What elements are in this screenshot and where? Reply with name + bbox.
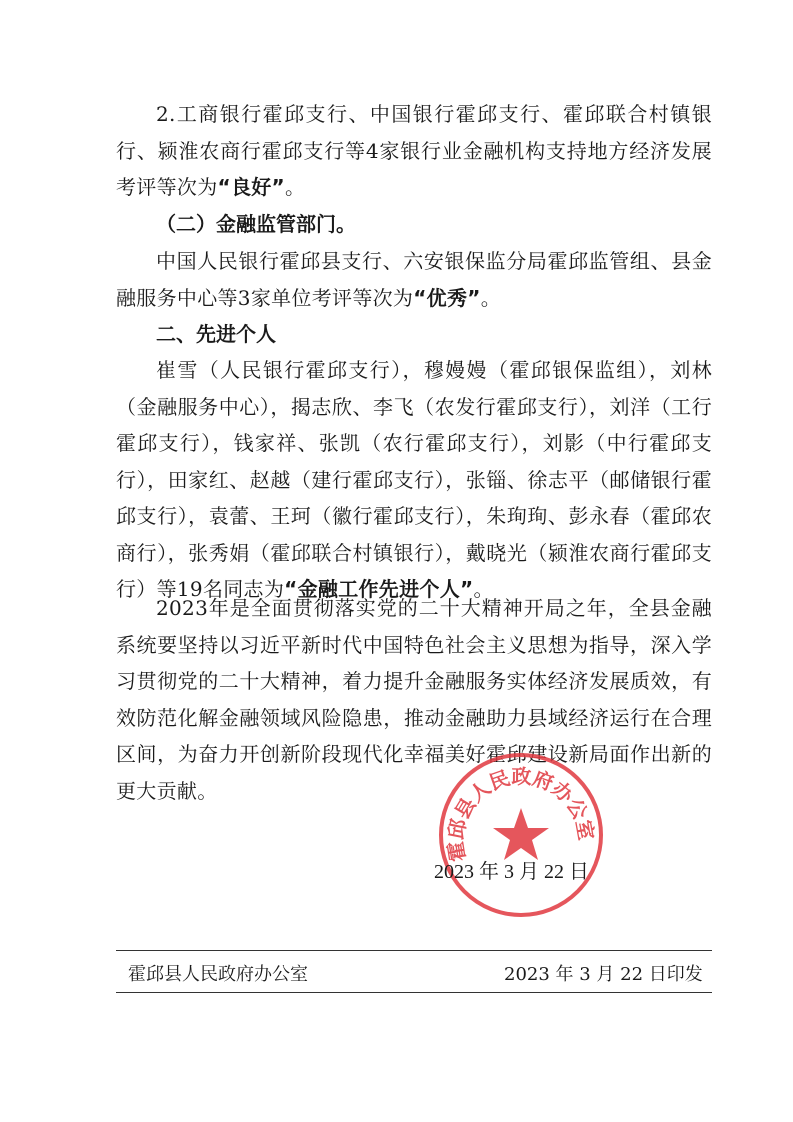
paragraph-bank-ratings xyxy=(116,96,712,206)
paragraph-closing: 2023年是全面贯彻落实党的二十大精神开局之年，全县金融系统要坚持以习近平新时代中国特色社会主义思想为指导，深入学习贯彻党的二十大精神，着力提升金融服务实体经济发展质效，有效防范化解金融领域风险隐患，推动金融助力县域经济运行在合理区间，为奋力开创新阶段现代化幸福美好霍邱建设新局面作出新的更大贡献。 xyxy=(116,596,712,803)
rating-good: “良好” xyxy=(217,175,285,199)
paragraph-tail: 。 xyxy=(480,285,502,310)
footer-divider-bottom xyxy=(116,992,712,993)
footer-issue-date: 2023 年 3 月 22 日印发 xyxy=(504,964,703,985)
paragraph-regulator-ratings xyxy=(116,243,712,316)
paragraph-text: 2.工商银行霍邱支行、中国银行霍邱支行、霍邱联合村镇银行、颍淮农商行霍邱支行等4家银行业金融机构支持地方经济发展考评等次为 xyxy=(116,102,712,199)
paragraph-tail: 。 xyxy=(473,577,494,601)
seal-star-icon xyxy=(493,808,549,860)
paragraph-advanced-individuals xyxy=(116,352,712,608)
section-heading-regulators: （二）金融监管部门。 xyxy=(156,212,356,236)
paragraph-text: 崔雪（人民银行霍邱支行），穆嫚嫚（霍邱银保监组），刘林（金融服务中心），揭志欣、李飞（农发行霍邱支行），刘洋（工行霍邱支行），钱家祥、张凯（农行霍邱支行），刘影（中行霍邱支行），田家红、赵越（建行霍邱支行），张锱、徐志平（邮储银行霍邱支行），袁蕾、王珂（徽行霍邱支行），朱珣珣、彭永春（霍邱农商行），张秀娟（霍邱联合村镇银行），戴晓光（颍淮农商行霍邱支行）等19名同志为 xyxy=(116,358,712,601)
footer-divider-top xyxy=(116,950,712,951)
paragraph-text: 中国人民银行霍邱县支行、六安银保监分局霍邱监管组、县金融服务中心等3家单位考评等次为 xyxy=(116,249,712,310)
rating-excellent: “优秀” xyxy=(413,285,481,310)
official-seal xyxy=(436,750,606,920)
seal-text: 霍邱县人民政府办公室 xyxy=(443,764,599,864)
footer-issuer: 霍邱县人民政府办公室 xyxy=(128,964,308,985)
honor-title: “金融工作先进个人” xyxy=(284,577,474,601)
paragraph-tail: 。 xyxy=(285,175,306,199)
signature-date: 2023 年 3 月 22 日 xyxy=(434,861,589,883)
section-heading-individuals: 二、先进个人 xyxy=(156,322,276,346)
